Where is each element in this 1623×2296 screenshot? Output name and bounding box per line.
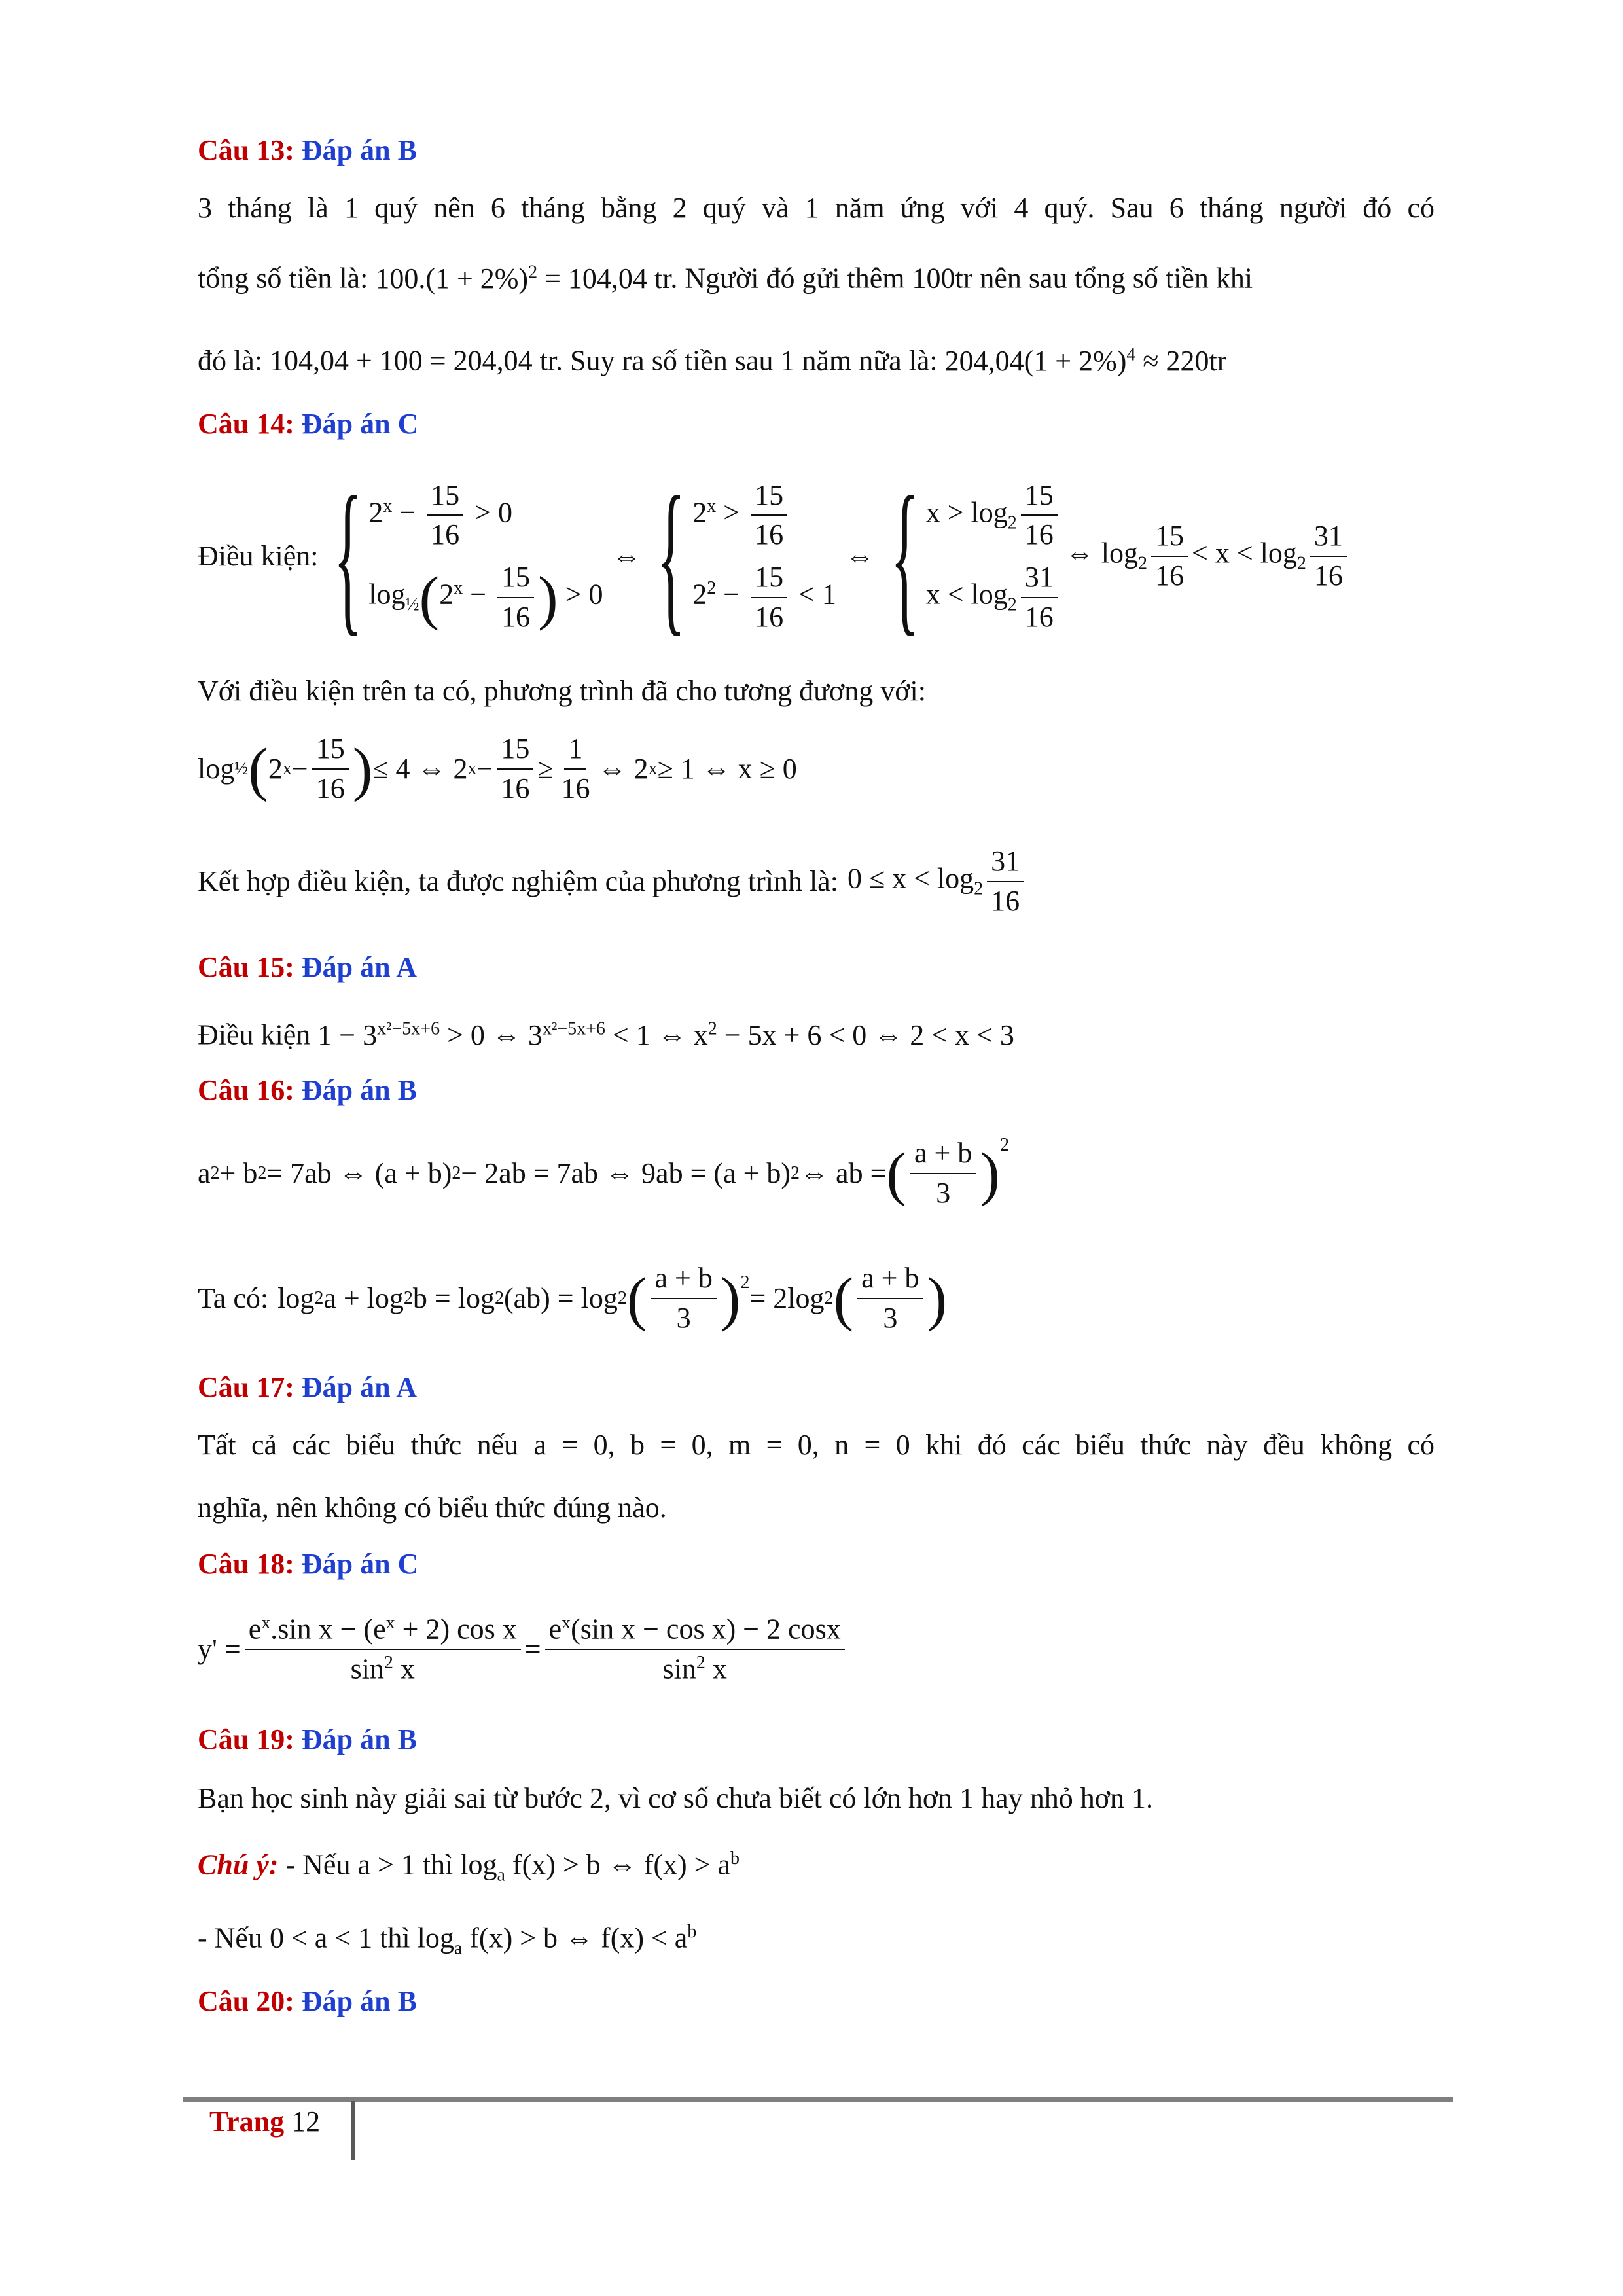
footer-divider [183, 2097, 1453, 2102]
q15-title: Câu 15: [198, 951, 294, 983]
q14-system-2: { $2^x$ > $\frac{15}{16}$ $2^2$ − $\frac{15}{16}$ < 1 [657, 462, 836, 651]
q13-heading [198, 130, 1435, 171]
q17-answer: Đáp án A [301, 1371, 417, 1403]
q14-system-3: { $x > \log_2$ $\frac{15}{16}$ $x < \log_2$ $\frac{31}{16}$ [883, 479, 1061, 634]
q16-answer: Đáp án B [301, 1074, 417, 1106]
page-number: 12 [291, 2106, 321, 2138]
q14-condition-system: Điều kiện: { $2^x$ − $\frac{15}{16}$ > 0 $\log_{\frac{1}{2}}(2^x$ − $\frac{15}{16}$ ) > 0 ⇔ { $2^x$ > $\frac{15}{16}$ $2^2$ − $\frac{15}{16}$ < 1 ⇔ { $x > \log_2$ $\frac{15}{16}$ $x < \log_2$ $\frac{31}{16}$ ⇔ $\log_2$ $\frac{15}{16}$ < $x < \log_2$ $\frac{31}{16}$ [198, 458, 1435, 655]
q19-note1: Chú ý: - Nếu a > 1 thì $\log_a f(x) > b$ ⇔ $f(x) > a^b$ [198, 1848, 740, 1886]
q17-line2: nghĩa, nên không có biểu thức đúng nào. [198, 1492, 667, 1524]
q14-equation: log ½ ( 2 x − $\frac{15}{16}$ ) ≤ 4 ⇔ 2 x − $\frac{15}{16}$ ≥ $\frac{1}{16}$ ⇔ 2 x ≥ 1 ⇔ x ≥ 0 [198, 732, 797, 804]
q19-note1-text: - Nếu [285, 1848, 351, 1881]
q14-combine-text: Kết hợp điều kiện, ta được nghiệm của phương trình là: [198, 865, 838, 897]
q13-line1: 3 tháng là 1 quý nên 6 tháng bằng 2 quý và 1 năm ứng với 4 quý. Sau 6 tháng người đó có [198, 192, 1435, 224]
q18-title: Câu 18: [198, 1548, 294, 1580]
q19-note2: - Nếu 0 < a < 1 thì $\log_a f(x) > b$ ⇔ $f(x) < a^b$ [198, 1922, 697, 1959]
q14-with-cond: Với điều kiện trên ta có, phương trình đã cho tương đương với: [198, 675, 926, 707]
q18-derivative: y' = $\frac{e^x.\sin x - (e^x + 2) \cos x}{\sin^2 x}$ = $\frac{e^x(\sin x - \cos x) - 2 \cos x}{\sin^2 x}$ [198, 1604, 1435, 1695]
q18-answer: Đáp án C [301, 1548, 419, 1580]
q19-note2-text: - Nếu [198, 1922, 262, 1954]
page-footer [209, 2102, 320, 2142]
q14-combine [198, 839, 1435, 924]
q16-result [198, 1253, 1435, 1344]
q13-line2 [198, 251, 1435, 300]
q14-heading [198, 403, 1435, 445]
q14-title: Câu 14: [198, 408, 294, 440]
q20-answer: Đáp án B [301, 1985, 417, 2017]
q19-note-label: Chú ý: [198, 1848, 279, 1881]
q15-heading [198, 946, 1435, 988]
q17-line1-rest: khi đó các biểu thức này đều không có [925, 1429, 1435, 1461]
q16-heading [198, 1069, 1435, 1111]
q17-line1 [198, 1424, 1435, 1466]
q16-equation: a 2 + b 2 = 7ab ⇔ (a + b) 2 − 2ab = 7ab ⇔ 9ab = (a + b) 2 ⇔ ab = ( $\frac{a + b}{3}$ ) $^2$ [198, 1135, 1010, 1209]
q13-line3 [198, 334, 1435, 382]
q17-line1-text: Tất cả các biểu thức nếu [198, 1429, 519, 1461]
q16-title: Câu 16: [198, 1074, 294, 1106]
q13-formula1: $100.(1 + 2\%)^2 = 104,04$ tr [375, 262, 671, 295]
q19-title: Câu 19: [198, 1723, 294, 1755]
q13-line2-text: tổng số tiền là: [198, 262, 368, 295]
q14-system-1: { $2^x$ − $\frac{15}{16}$ > 0 $\log_{\frac{1}{2}}(2^x$ − $\frac{15}{16}$ ) > 0 [333, 462, 603, 651]
q13-title: Câu 13: [198, 134, 294, 166]
q19-line1: Bạn học sinh này giải sai từ bước 2, vì cơ số chưa biết có lớn hơn 1 hay nhỏ hơn 1. [198, 1782, 1153, 1814]
q17-heading [198, 1367, 1435, 1408]
q20-heading [198, 1981, 1435, 2022]
q14-cond-label: Điều kiện: [198, 540, 319, 572]
q16-taco: Ta có: [198, 1282, 269, 1314]
footer-vertical-bar [351, 2101, 355, 2160]
q13-answer: Đáp án B [301, 134, 417, 166]
q14-solution: $0 \le x < \log_2$ $\frac{31}{16}$ [847, 845, 1027, 918]
q14-interval: ⇔ $\log_2$ $\frac{15}{16}$ < $x < \log_2$ $\frac{31}{16}$ [1065, 520, 1351, 592]
q15-cond-label: Điều kiện [198, 1018, 311, 1051]
q17-title: Câu 17: [198, 1371, 294, 1403]
q17-values: a = 0, b = 0, m = 0, n = 0 [533, 1429, 910, 1461]
q15-answer: Đáp án A [301, 951, 417, 983]
q15-condition [198, 1008, 1435, 1056]
q20-title: Câu 20: [198, 1985, 294, 2017]
q13-line2-rest: . Người đó gửi thêm 100tr nên sau tổng số tiền khi [670, 262, 1253, 295]
q14-answer: Đáp án C [301, 408, 419, 440]
q13-formula2: $204,04(1 + 2\%)^4 \approx 220tr$ [944, 344, 1227, 377]
page-label: Trang [209, 2106, 285, 2138]
q18-heading [198, 1543, 1435, 1585]
q19-answer: Đáp án B [301, 1723, 417, 1755]
q16-formula: log 2 a + log 2 b = log 2 (ab) = log 2 ( $\frac{a + b}{3}$ ) $^2$ = 2log $_2$ ( $\frac{a + b}{3}$ ) [277, 1262, 948, 1334]
q15-formula: $1 - 3^{x^2-5x+6} > 0$ ⇔ $3^{x^2-5x+6} < 1$ ⇔ $x^2 - 5x + 6 < 0$ ⇔ 2 < x < 3 [317, 1018, 1014, 1051]
q13-line3-text: đó là: 104,04 + 100 = 204,04 tr. Suy ra số tiền sau 1 năm nữa là: [198, 344, 938, 377]
q19-heading [198, 1719, 1435, 1761]
